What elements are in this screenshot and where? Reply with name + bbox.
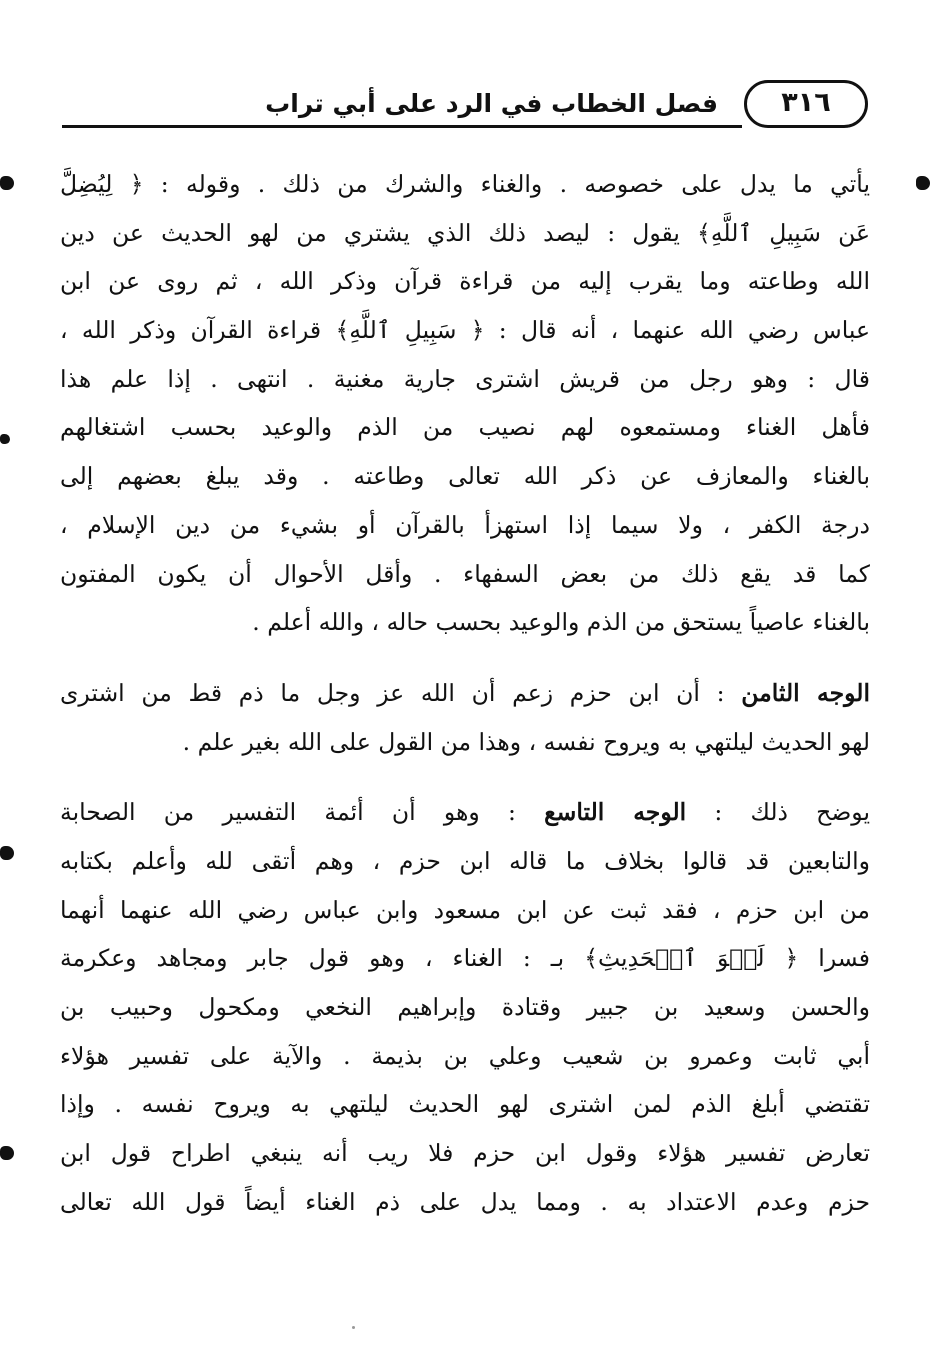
text-line [60, 669, 870, 718]
page-header [62, 86, 868, 126]
scan-dot [352, 1326, 355, 1329]
section-heading-eighth: الوجه الثامن [741, 678, 870, 707]
margin-mark [0, 176, 14, 190]
text-line [60, 788, 870, 837]
text-line: عباس رضي الله عنهما ، أنه قال : ﴿ سَبِيلِ ٱللَّهِ﴾ قراءة القرآن وذكر الله ، [60, 316, 870, 345]
margin-mark [0, 434, 10, 444]
margin-mark [0, 1146, 14, 1160]
margin-mark [0, 846, 14, 860]
text-line: فأهل الغناء ومستمعوه لهم نصيب من الذم والوعيد بحسب اشتغالهم [60, 413, 870, 442]
text-line: الله وطاعته وما يقرب إليه من قراءة قرآن وذكر الله ، ثم روى عن ابن [60, 267, 870, 296]
text-line: تعارض تفسير هؤلاء وقول ابن حزم فلا ريب أنه ينبغي اطراح قول ابن [60, 1139, 870, 1168]
text-line: والتابعين قد قالوا بخلاف ما قاله ابن حزم ، وهم أتقى لله وأعلم بكتابه [60, 846, 870, 875]
paragraph-gap [60, 766, 870, 788]
text-line: تقتضي أبلغ الذم لمن اشترى لهو الحديث ليلتهي به ويروح نفسه . وإذا [60, 1090, 870, 1119]
text-line: فسرا ﴿ لَهۡوَ ٱلۡحَدِيثِ﴾ بـ : الغناء ، وهو قول جابر ومجاهد وعكرمة [60, 944, 870, 973]
text-line: بالغناء عاصياً يستحق من الذم والوعيد بحسب حاله ، والله أعلم . [252, 608, 870, 637]
text-line: بالغناء والمعازف عن ذكر الله تعالى وطاعته . وقد يبلغ بعضهم إلى [60, 462, 870, 491]
page-number-badge: ٣١٦ [744, 80, 868, 128]
page-body [60, 160, 870, 1226]
text-line: يأتي ما يدل على خصوصه . والغناء والشرك من ذلك . وقوله : ﴿ لِيُضِلَّ [60, 170, 870, 198]
margin-mark [916, 176, 930, 190]
text-line: حزم وعدم الاعتداد به . ومما يدل على ذم الغناء أيضاً قول الله تعالى [60, 1187, 870, 1216]
text-fragment: يوضح ذلك : [686, 798, 870, 827]
paragraph-1 [60, 160, 870, 647]
text-line: من ابن حزم ، فقد ثبت عن ابن مسعود وابن عباس رضي الله عنهما أنهما [60, 895, 870, 924]
section-heading-ninth: الوجه التاسع [544, 798, 687, 827]
text-fragment: : أن ابن حزم زعم أن الله عز وجل ما ذم قط من اشترى [60, 678, 742, 707]
paragraph-3 [60, 788, 870, 1226]
paragraph-2 [60, 669, 870, 766]
paragraph-gap [60, 647, 870, 669]
text-fragment: : وهو أن أئمة التفسير من الصحابة [60, 798, 545, 827]
text-line: كما قد يقع ذلك من بعض السفهاء . وأقل الأحوال أن يكون المفتون [60, 559, 870, 588]
text-line: والحسن وسعيد بن جبير وقتادة وإبراهيم النخعي ومكحول وحبيب بن [60, 993, 870, 1021]
text-line: عَن سَبِيلِ ٱللَّهِ﴾ يقول : ليصد ذلك الذي يشتري من لهو الحديث عن دين [60, 218, 870, 247]
running-title: فصل الخطاب في الرد على أبي تراب [265, 89, 718, 118]
text-line: قال : وهو رجل من قريش اشترى جارية مغنية . انتهى . إذا علم هذا [60, 364, 870, 393]
text-line: لهو الحديث ليلتهي به ويروح نفسه ، وهذا من القول على الله بغير علم . [182, 727, 870, 756]
text-line: أبي ثابت وعمرو بن شعيب وعلي بن بذيمة . والآية على تفسير هؤلاء [60, 1041, 870, 1070]
header-rule [62, 125, 742, 128]
text-line: درجة الكفر ، ولا سيما إذا استهزأ بالقرآن أو بشيء من دين الإسلام ، [60, 510, 870, 539]
